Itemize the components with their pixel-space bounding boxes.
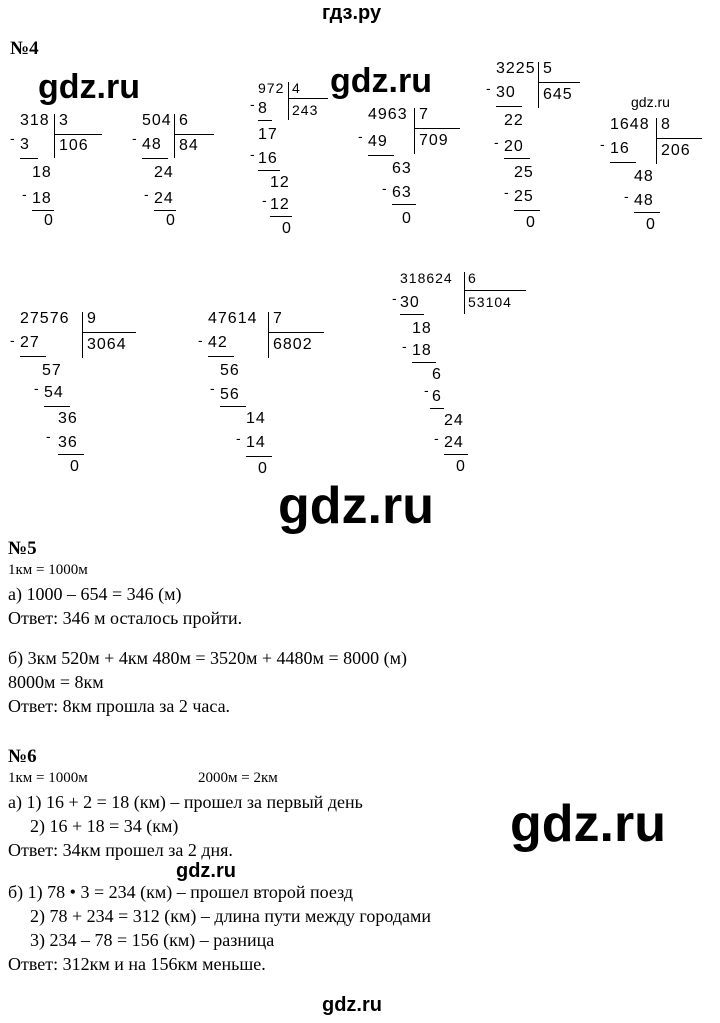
exercise-6-line: Ответ: 312км и на 156км меньше. [8, 954, 266, 974]
step: 16 [610, 140, 630, 157]
step: 0 [646, 216, 656, 233]
step: 0 [456, 458, 466, 475]
divisor: 4 [292, 80, 301, 96]
exercise-6-line: Ответ: 34км прошел за 2 дня. [8, 840, 233, 860]
quotient: 84 [179, 137, 199, 154]
dividend: 972 [258, 80, 285, 96]
step: 24 [154, 190, 174, 207]
step: 0 [166, 212, 176, 229]
step: 54 [44, 384, 64, 401]
step: 25 [514, 164, 534, 181]
step: 18 [32, 190, 52, 207]
step: 30 [496, 84, 516, 101]
site-header: гдз.ру [322, 2, 382, 24]
watermark: gdz.ru [330, 62, 432, 100]
exercise-5-line: 8000м = 8км [8, 672, 104, 692]
divisor: 9 [87, 310, 97, 327]
exercise-6-line: б) 1) 78 • 3 = 234 (км) – прошел второй поезд [8, 882, 354, 902]
step: 20 [504, 138, 524, 155]
step: 3 [20, 136, 30, 153]
exercise-6-line: 2) 78 + 234 = 312 (км) – длина пути между городами [30, 906, 432, 926]
dividend: 27576 [20, 310, 70, 327]
watermark: gdz.ru [38, 68, 140, 106]
step: 48 [634, 168, 654, 185]
divisor: 6 [179, 112, 189, 129]
exercise-6-note: 1км = 1000м [8, 770, 88, 786]
divisor: 7 [419, 106, 429, 123]
step: 56 [220, 386, 240, 403]
exercise-6-note: 2000м = 2км [198, 770, 278, 786]
quotient: 206 [661, 142, 691, 159]
step: 30 [400, 294, 420, 311]
step: 0 [402, 210, 412, 227]
exercise-4-title: №4 [10, 38, 39, 59]
dividend: 1648 [610, 116, 650, 133]
step: 56 [220, 362, 240, 379]
step: 25 [514, 188, 534, 205]
watermark: gdz.ru [322, 994, 382, 1016]
divisor: 7 [273, 310, 283, 327]
exercise-5-line: 1км = 1000м [8, 562, 88, 578]
step: 22 [504, 112, 524, 129]
step: 14 [246, 434, 266, 451]
exercise-5-line: Ответ: 8км прошла за 2 часа. [8, 696, 231, 716]
divisor: 3 [59, 112, 69, 129]
exercise-5-title: №5 [8, 538, 37, 559]
exercise-6-line: 2) 16 + 18 = 34 (км) [30, 816, 179, 836]
step: 27 [20, 334, 40, 351]
watermark: gdz.ru [278, 477, 434, 535]
step: 14 [246, 410, 266, 427]
step: 24 [154, 164, 174, 181]
divisor: 5 [543, 60, 553, 77]
step: 0 [258, 460, 268, 477]
step: 48 [634, 192, 654, 209]
step: 6 [432, 388, 442, 405]
step: 18 [412, 320, 432, 337]
step: 36 [58, 434, 78, 451]
step: 8 [258, 100, 268, 117]
exercise-6-line: а) 1) 16 + 2 = 18 (км) – прошел за первый день [8, 792, 363, 812]
dividend: 47614 [208, 310, 258, 327]
quotient: 106 [59, 137, 89, 154]
step: 18 [412, 342, 432, 359]
exercise-5-line: Ответ: 346 м осталось пройти. [8, 608, 243, 628]
watermark: gdz.ru [510, 795, 666, 853]
step: 6 [432, 366, 442, 383]
step: 17 [258, 126, 278, 143]
exercise-6-title: №6 [8, 746, 37, 767]
step: 36 [58, 410, 78, 427]
step: 0 [282, 220, 292, 237]
dividend: 318624 [400, 270, 453, 286]
step: 48 [142, 136, 162, 153]
watermark-small: gdz.ru [631, 94, 670, 110]
step: 18 [32, 164, 52, 181]
divisor: 6 [468, 270, 477, 286]
quotient: 243 [292, 102, 319, 118]
exercise-5-line: а) 1000 – 654 = 346 (м) [8, 584, 182, 604]
step: 42 [208, 334, 228, 351]
step: 24 [444, 412, 464, 429]
step: 16 [258, 150, 278, 167]
step: 24 [444, 434, 464, 451]
step: 12 [270, 174, 290, 191]
step: 63 [392, 184, 412, 201]
dividend: 4963 [368, 106, 408, 123]
quotient: 53104 [468, 294, 512, 310]
exercise-5-line: б) 3км 520м + 4км 480м = 3520м + 4480м = 8000 (м) [8, 648, 407, 668]
dividend: 504 [142, 112, 172, 129]
quotient: 645 [543, 86, 573, 103]
dividend: 3225 [496, 60, 536, 77]
step: 0 [44, 212, 54, 229]
quotient: 709 [419, 132, 449, 149]
quotient: 6802 [273, 336, 313, 353]
watermark: gdz.ru [176, 860, 236, 882]
step: 12 [270, 196, 290, 213]
exercise-6-line: 3) 234 – 78 = 156 (км) – разница [30, 930, 275, 950]
step: 0 [70, 458, 80, 475]
step: 57 [42, 362, 62, 379]
quotient: 3064 [87, 336, 127, 353]
divisor: 8 [661, 116, 671, 133]
step: 49 [368, 133, 388, 150]
dividend: 318 [20, 112, 50, 129]
step: 0 [526, 214, 536, 231]
step: 63 [392, 160, 412, 177]
